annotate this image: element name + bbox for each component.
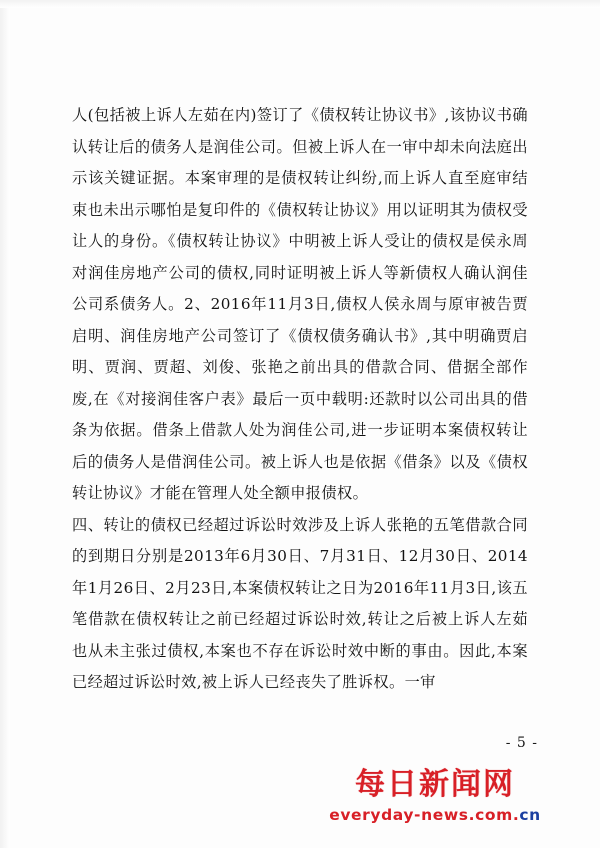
page-number: - 5 - xyxy=(505,735,538,751)
watermark-url xyxy=(310,806,560,824)
watermark-url-main: everyday-news.com. xyxy=(329,806,520,824)
watermark-url-tld: cn xyxy=(519,806,541,824)
document-body xyxy=(72,100,528,699)
scan-edge-top xyxy=(0,0,600,8)
watermark-site-name: 每日新闻网 xyxy=(355,767,515,802)
paragraph-1: 人(包括被上诉人左茹在内)签订了《债权转让协议书》,该协议书确认转让后的债务人是润佳公司。但被上诉人在一审中却未向法庭出示该关键证据。本案审理的是债权转让纠纷,而上诉人直至庭审结束也未出示哪怕是复印件的《债权转让协议》用以证明其为债权受让人的身份。《债权转让协议》中明被上诉人受让的债权是侯永周对润佳房地产公司的债权,同时证明被上诉人等新债权人确认润佳公司系债务人。2、2016年11月3日,债权人侯永周与原审被告贾启明、润佳房地产公司签订了《债权债务确认书》,其中明确贾启明、贾润、贾超、刘俊、张艳之前出具的借款合同、借据全部作废,在《对接润佳客户表》最后一页中载明:还款时以公司出具的借条为依据。借条上借款人处为润佳公司,进一步证明本案债权转让后的债务人是借润佳公司。被上诉人也是依据《借条》以及《债权转让协议》才能在管理人处全额申报债权。 xyxy=(72,106,528,502)
paragraph-2: 四、转让的债权已经超过诉讼时效涉及上诉人张艳的五笔借款合同的到期日分别是2013年6月30日、7月31日、12月30日、2014年1月26日、2月23日,本案债权转让之日为2016年11月3日,该五笔借款在债权转让之前已经超过诉讼时效,转让之后被上诉人左茹也从未主张过债权,本案也不存在诉讼时效中断的事由。因此,本案已经超过诉讼时效,被上诉人已经丧失了胜诉权。一审 xyxy=(72,515,528,691)
scan-edge-left xyxy=(0,0,10,848)
watermark xyxy=(310,768,560,824)
